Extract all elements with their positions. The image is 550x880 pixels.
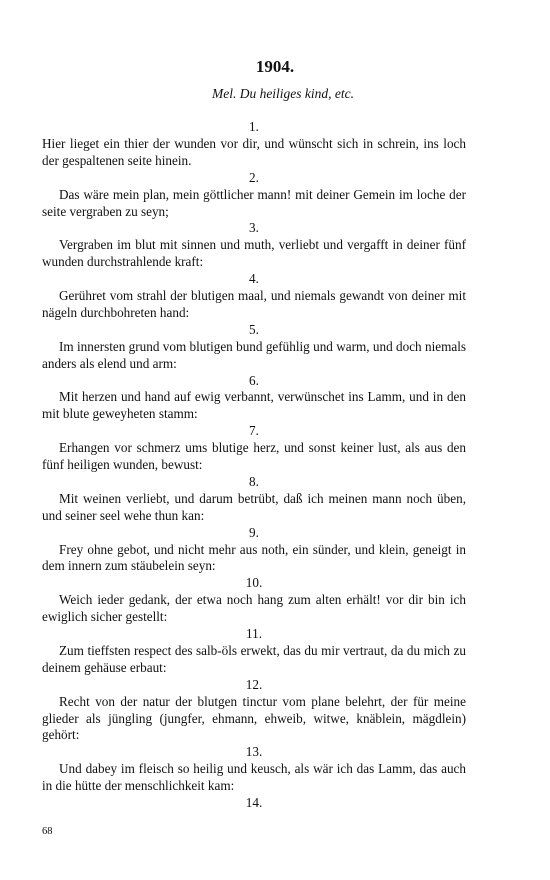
- verse-number: 11.: [246, 626, 262, 642]
- verse-text: Zum tieffsten respect des salb-öls erwekt, das du mir vertraut, da du mich zu deinem gehäuse erbaut:: [42, 642, 466, 675]
- verse-number: 13.: [245, 744, 263, 760]
- verse-text: Mit herzen und hand auf ewig verbannt, verwünschet ins Lamm, und in den mit blute geweyheten stamm:: [42, 389, 466, 422]
- verse: [42, 271, 466, 322]
- verse-text: Frey ohne gebot, und nicht mehr aus noth, ein sünder, und klein, geneigt in dem innern zum stäubelein seyn:: [42, 541, 466, 574]
- verse-number: 1.: [249, 119, 259, 134]
- hymn-number: 1904.: [255, 57, 295, 76]
- verse: [42, 795, 466, 812]
- verse-text: Gerühret vom strahl der blutigen maal, und niemals gewandt von deiner mit nägeln durchbohreten hand:: [42, 288, 466, 320]
- verse-number: 9.: [249, 524, 259, 540]
- verse: [42, 474, 466, 525]
- verse-number: 3.: [249, 220, 259, 236]
- verse-number: 14.: [245, 795, 263, 811]
- verse-text: Und dabey im fleisch so heilig und keusch, als wär ich das Lamm, das auch in die hütte der menschlichkeit kam:: [42, 761, 466, 794]
- verse: [42, 373, 466, 424]
- verse-number: 5.: [249, 321, 259, 337]
- verse: [42, 575, 466, 626]
- verse: [42, 677, 466, 745]
- verse-text: Recht von der natur der blutgen tinctur vom plane belehrt, der für meine glieder als jüngling (jungfer, ehmann, ehweib, witwe, knäblein, mägdlein) gehört:: [42, 693, 466, 743]
- verse: [42, 322, 466, 373]
- verse: [42, 525, 466, 576]
- verse-number: 6.: [249, 372, 259, 388]
- verse-number: 8.: [249, 473, 259, 489]
- verse-text: Im innersten grund vom blutigen bund gefühlig und warm, und doch niemals anders als elend und arm:: [42, 338, 466, 371]
- verse: [42, 744, 466, 795]
- verse-number: 7.: [249, 423, 259, 439]
- page-number: 68: [42, 826, 53, 837]
- verse-number: 12.: [245, 676, 263, 692]
- verse: [42, 119, 466, 170]
- verse-number: 2.: [249, 169, 259, 185]
- verse-list: [42, 119, 466, 812]
- verse-text: Weich ieder gedank, der etwa noch hang zum alten erhält! vor dir bin ich ewiglich sicher gestellt:: [42, 592, 466, 625]
- verse: [42, 423, 466, 474]
- verse: [42, 170, 466, 221]
- verse: [42, 626, 466, 677]
- verse-text: Mit weinen verliebt, und darum betrübt, daß ich meinen mann noch üben, und seiner seel wehe thun kan:: [42, 490, 466, 523]
- verse-number: 4.: [249, 271, 259, 287]
- verse-text: Das wäre mein plan, mein göttlicher mann! mit deiner Gemein im loche der seite vergraben zu seyn;: [42, 186, 466, 219]
- verse-text: Hier lieget ein thier der wunden vor dir, und wünscht sich in schrein, ins loch der gespaltenen seite hinein.: [42, 135, 466, 168]
- verse-number: 10.: [245, 575, 263, 591]
- verse-text: Erhangen vor schmerz ums blutige herz, und sonst keiner lust, als aus den fünf heiligen wunden, bewust:: [42, 440, 466, 473]
- verse: [42, 220, 466, 271]
- melody-reference: Mel. Du heiliges kind, etc.: [211, 86, 355, 101]
- verse-text: Vergraben im blut mit sinnen und muth, verliebt und vergafft in deiner fünf wunden durchstrahlende kraft:: [42, 237, 466, 270]
